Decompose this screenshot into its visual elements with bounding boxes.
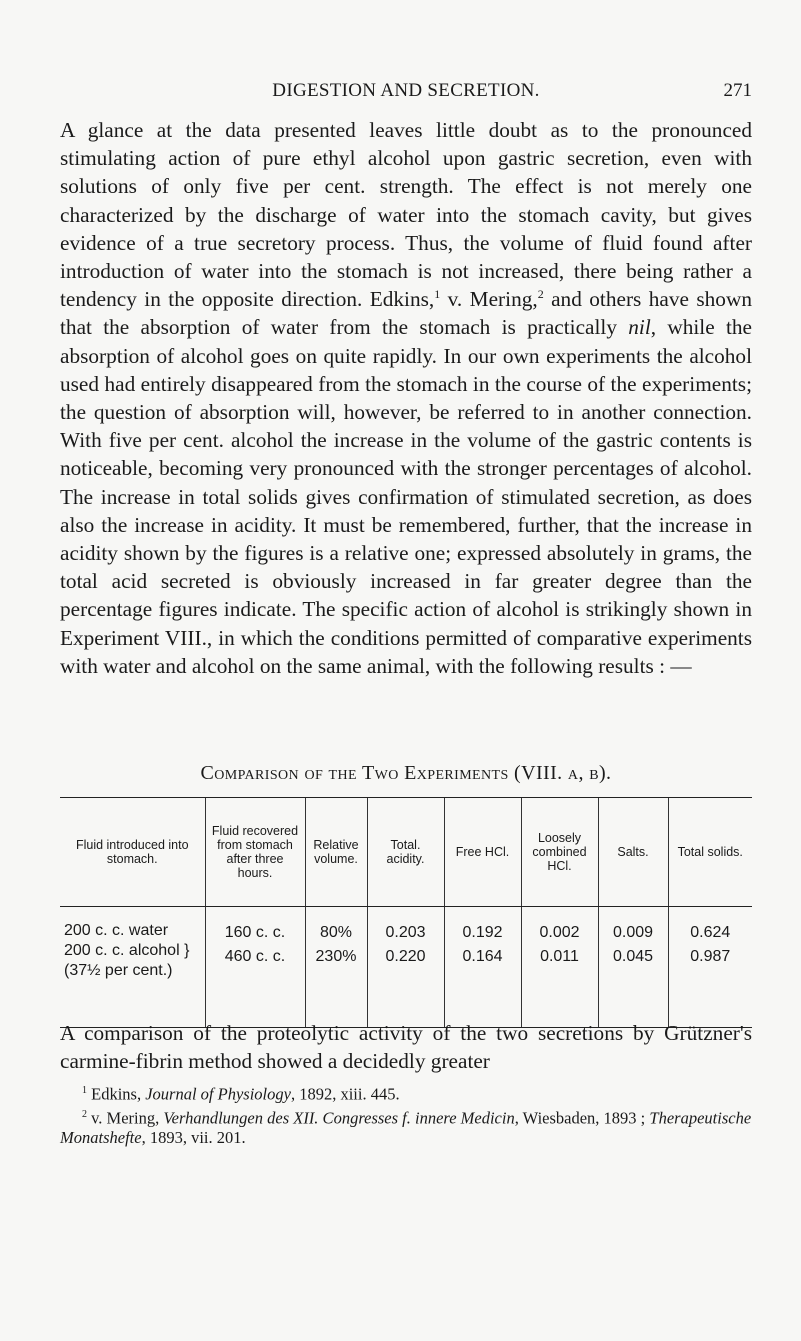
- col-header-fluid-recovered: Fluid recovered from stomach after three hours.: [205, 798, 305, 907]
- cell-relative-volume: 80% 230%: [305, 907, 367, 1028]
- body-text-part: and others have shown that the absorption of water from the stomach is practically: [60, 287, 752, 340]
- row-label-alcohol: 200 c. c. alcohol }: [64, 942, 190, 959]
- cell-total-acidity: 0.203 0.220: [367, 907, 444, 1028]
- results-table: [60, 797, 752, 1028]
- footnote-ref-2[interactable]: 2: [537, 287, 544, 302]
- cell-fluid-introduced: [60, 907, 205, 1028]
- row-label-alcohol-strength: (37½ per cent.): [64, 962, 173, 979]
- footnote-1: $^1$ Edkins, Journal of Physiology, 1892, xiii. 445.: [82, 1084, 400, 1104]
- table-header-row: [60, 798, 752, 907]
- col-header-fluid-introduced: Fluid introduced into stomach.: [60, 798, 205, 907]
- italic-word-nil: nil: [628, 315, 651, 340]
- page-header: [60, 80, 752, 114]
- col-header-total-solids: Total solids.: [668, 798, 752, 907]
- cell-free-hcl: 0.192 0.164: [444, 907, 521, 1028]
- footnote-ref-1[interactable]: 1: [434, 287, 441, 302]
- body-paragraph: [60, 116, 752, 680]
- cell-fluid-recovered: 160 c. c. 460 c. c.: [205, 907, 305, 1028]
- footnote-2: $^2$ v. Mering, Verhandlungen des XII. Congresses f. innere Medicin, Wiesbaden, 1893 ; Therapeutische Monatshefte, 1893, vii. 201.: [60, 1108, 752, 1147]
- col-header-salts: Salts.: [598, 798, 668, 907]
- col-header-free-hcl: Free HCl.: [444, 798, 521, 907]
- page-number: 271: [723, 80, 752, 101]
- body-text-part: A glance at the data presented leaves little doubt as to the pronounced stimulating action of pure ethyl alcohol upon gastric secretion, even with solutions of only five per cent. strength. The effect is not merely one characterized by the discharge of water into the stomach cavity, but gives evidence of a true secretory process. Thus, the volume of fluid found after introduction of water into the stomach is not increased, there being rather a tendency in the opposite direction. Edkins,: [60, 118, 752, 312]
- col-header-relative-volume: Relative volume.: [305, 798, 367, 907]
- continuation-paragraph: A comparison of the proteolytic activity of the two secretions by Grützner's carmine-fibrin method showed a decidedly greater: [60, 1021, 752, 1074]
- cell-total-solids: 0.624 0.987: [668, 907, 752, 1028]
- table-row: [60, 907, 752, 1028]
- body-text-part: , while the absorption of alcohol goes on quite rapidly. In our own experiments the alcohol used had entirely disappeared from the stomach in the course of the experiments; the question of absorption will, however, be referred to in another connection. With five per cent. alcohol the increase in the volume of the gastric contents is noticeable, becoming very pronounced with the stronger percentages of alcohol. The increase in total solids gives confirmation of stimulated secretion, as does also the increase in acidity. It must be remembered, further, that the increase in acidity shown by the figures is a relative one; expressed absolutely in grams, the total acid secreted is obviously increased in far greater degree than the percentage figures indicate. The specific action of alcohol is strikingly shown in Experiment VIII., in which the conditions permitted of comparative experiments with water and alcohol on the same animal, with the following results : —: [60, 315, 752, 678]
- body-text-part: v. Mering,: [440, 287, 538, 312]
- col-header-total-acidity: Total. acidity.: [367, 798, 444, 907]
- row-label-water: 200 c. c. water: [64, 922, 169, 939]
- col-header-loosely-combined-hcl: Loosely combined HCl.: [521, 798, 598, 907]
- cell-loosely-combined-hcl: 0.002 0.011: [521, 907, 598, 1028]
- running-title: DIGESTION AND SECRETION.: [272, 80, 540, 101]
- footnotes: [60, 1081, 752, 1148]
- brace-icon: }: [184, 942, 190, 959]
- table-caption: Comparison of the Two Experiments (VIII. α, β).: [200, 762, 612, 784]
- cell-salts: 0.009 0.045: [598, 907, 668, 1028]
